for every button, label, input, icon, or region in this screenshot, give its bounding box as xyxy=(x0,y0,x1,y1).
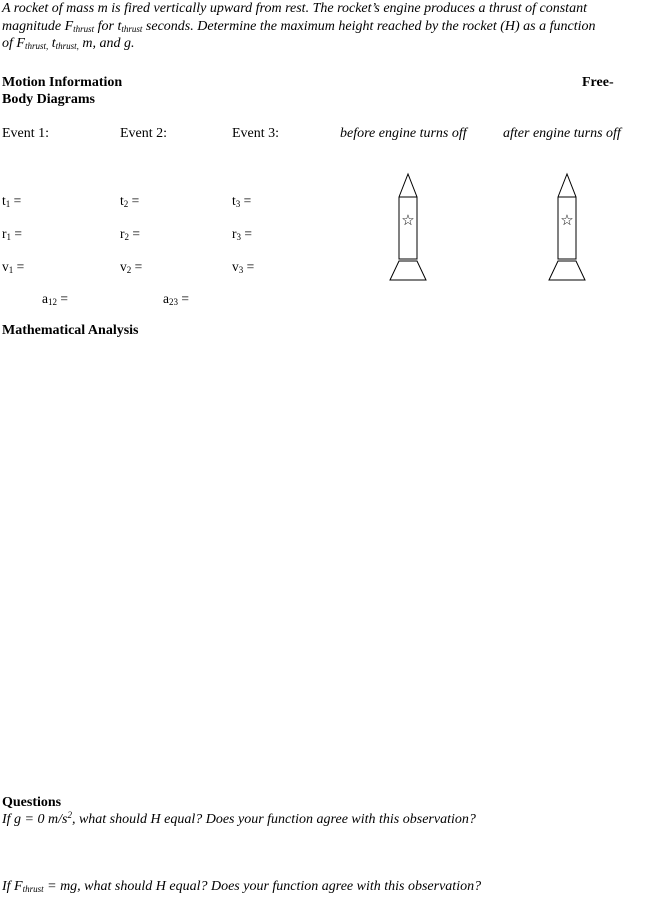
problem-line-1: A rocket of mass m is fired vertically upward from rest. The rocket’s engine produces a thrust of constant xyxy=(2,1,587,16)
fbd-after-label: after engine turns off xyxy=(503,126,621,141)
mathematical-analysis-heading: Mathematical Analysis xyxy=(2,323,139,338)
v2-label: $v_2$ = xyxy=(120,259,143,275)
questions-heading: Questions xyxy=(2,795,62,810)
event-1-label: Event 1: xyxy=(2,126,50,141)
t3-label: $t_3$ = xyxy=(232,193,252,209)
r1-label: $r_1$ = xyxy=(2,226,22,242)
event-2-label: Event 2: xyxy=(120,126,168,141)
motion-information-heading: Motion Information xyxy=(2,75,123,90)
r3-label: $r_3$ = xyxy=(232,226,252,242)
event-3-label: Event 3: xyxy=(232,126,280,141)
rocket-nozzle xyxy=(549,261,585,280)
r2-label: $r_2$ = xyxy=(120,226,140,242)
a12-label: $a_{12}$ = xyxy=(42,291,68,307)
v3-label: $v_3$ = xyxy=(232,259,255,275)
a23-label: $a_{23}$ = xyxy=(163,291,189,307)
question-2: If $F_{thrust}$ = mg, what should H equal? Does your function agree with this observation? xyxy=(2,879,482,894)
free-heading: Free- xyxy=(582,75,614,90)
problem-line-2: magnitude $F_{thrust}$ for $t_{thrust}$ seconds. Determine the maximum height reached by the rocket (H) as a function xyxy=(2,18,596,34)
rocket-nozzle xyxy=(390,261,426,280)
star-icon: ☆ xyxy=(401,211,415,229)
problem-statement xyxy=(2,0,642,53)
question-1: If g = 0 $m/s^2$, what should H equal? Does your function agree with this observation? xyxy=(2,810,476,827)
body-diagrams-heading: Body Diagrams xyxy=(2,92,95,107)
fbd-before-label: before engine turns off xyxy=(340,126,467,141)
t2-label: $t_2$ = xyxy=(120,193,140,209)
rocket-before-diagram xyxy=(388,172,428,284)
star-icon: ☆ xyxy=(560,211,574,229)
t1-label: $t_1$ = xyxy=(2,193,22,209)
v1-label: $v_1$ = xyxy=(2,259,25,275)
rocket-after-diagram xyxy=(547,172,587,284)
problem-line-3: of $F_{thrust,}$ $t_{thrust,}$ m, and g. xyxy=(2,36,135,51)
